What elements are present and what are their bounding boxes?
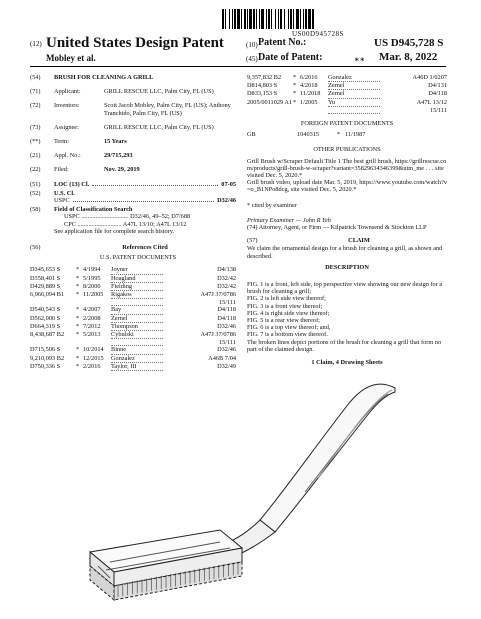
- ref-star: *: [76, 331, 80, 339]
- ref-star: [76, 339, 83, 346]
- field-code: (54): [30, 74, 41, 81]
- ref-date: 2/2016: [83, 362, 101, 370]
- ref-date: 1/2005: [300, 98, 318, 106]
- us-class: [30, 190, 236, 197]
- other-publication: Grill Brush w/Scraper Default Title 1 The best grill brush, https://grillrescue.com/products/grill-brush-w-scraper?variant=35829634346399&utm_me . . . site visited Dec. 5, 2020.*: [247, 157, 447, 180]
- ref-name: Thompson: [111, 323, 163, 331]
- loc-class: [30, 181, 236, 188]
- field-label: Inventors:: [54, 102, 80, 110]
- ref-name: Taylor, III: [111, 363, 163, 371]
- reference-row: [247, 107, 447, 114]
- reference-row: [247, 90, 447, 98]
- field-note: See application file for complete search history.: [54, 227, 175, 235]
- attorney: (74) Attorney, Agent, or Firm — Kilpatrick Townsend & Stockton LLP: [247, 224, 427, 232]
- foreign-ref-row: [247, 131, 447, 138]
- ref-star: *: [76, 346, 80, 354]
- refs-label: References Cited: [122, 244, 168, 252]
- ref-class: D32/42: [217, 274, 236, 282]
- ref-name: Joyner: [111, 266, 163, 274]
- reference-row: [30, 299, 236, 306]
- biblio-field: [30, 88, 236, 95]
- ref-star: [293, 107, 300, 114]
- uspc-class: [30, 197, 236, 204]
- reference-row: [30, 346, 236, 354]
- claims-summary: 1 Claim, 4 Drawing Sheets: [311, 359, 383, 367]
- field-code: (58): [30, 206, 41, 214]
- date-star: ∗∗: [354, 55, 366, 64]
- ref-number: D715,506 S: [30, 346, 61, 354]
- ref-star: *: [76, 314, 80, 322]
- ref-name: Zernel: [328, 82, 380, 90]
- ref-class: D32/46: [217, 322, 236, 330]
- foreign-star: *: [337, 131, 341, 139]
- header-divider: [30, 66, 446, 67]
- field-value: GRILL RESCUE LLC, Palm City, FL (US): [104, 88, 214, 96]
- patent-no-label: Patent No.:: [258, 37, 307, 48]
- ref-class: D32/42: [217, 282, 236, 290]
- ref-class: D4/118: [217, 306, 236, 314]
- ref-date: 7/2012: [83, 322, 101, 330]
- foreign-title: FOREIGN PATENT DOCUMENTS: [300, 120, 394, 128]
- ref-number: D814,803 S: [247, 82, 278, 90]
- ref-class: A46D 1/0207: [412, 74, 447, 81]
- field-value: GRILL RESCUE LLC, Palm City, FL (US): [104, 123, 214, 131]
- reference-row: [30, 331, 236, 339]
- inventor-header: Mobley et al.: [46, 53, 96, 63]
- us-references-continued: [247, 74, 447, 114]
- ref-name: Binne: [111, 346, 163, 354]
- ref-date: 12/2015: [83, 354, 104, 362]
- loc-code: (51): [30, 180, 41, 188]
- code-10: (10): [246, 41, 258, 49]
- ref-star: *: [293, 90, 297, 98]
- field-value: Nov. 29, 2019: [104, 166, 140, 174]
- date-label: Date of Patent:: [258, 52, 323, 63]
- description-line: FIG. 1 is a front, left side, top perspective view showing our new design for a brush for cleaning a grill;: [247, 281, 443, 296]
- ref-name: Bay: [111, 306, 163, 314]
- reference-row: [30, 275, 236, 283]
- description-list: [247, 281, 447, 353]
- ref-date: 2/2008: [83, 314, 101, 322]
- field-code: (22): [30, 166, 41, 174]
- field-code: (21): [30, 152, 41, 160]
- ref-class: A47J 37/0786: [200, 291, 236, 299]
- ref-class: A47J 37/0786: [200, 331, 236, 339]
- ref-number: D345,653 S: [30, 266, 61, 274]
- other-pubs-title: OTHER PUBLICATIONS: [313, 146, 381, 154]
- ref-name: Fielding: [111, 283, 163, 291]
- description-line: FIG. 6 is a top view thereof; and,: [247, 324, 331, 332]
- ref-name: [111, 339, 163, 346]
- left-column: [30, 74, 236, 371]
- uspc-value: D32/46: [217, 197, 236, 205]
- refs-sub: U.S. PATENT DOCUMENTS: [99, 254, 177, 262]
- ref-number: 8,438,687 B2: [30, 331, 65, 339]
- description-title: DESCRIPTION: [325, 263, 369, 271]
- barcode: [222, 9, 440, 29]
- uspc-label: USPC: [54, 197, 70, 205]
- biblio-field: [30, 166, 236, 173]
- patent-title: United States Design Patent: [46, 35, 224, 51]
- field-label: Appl. No.:: [54, 152, 81, 160]
- foreign-country: GB: [247, 131, 256, 139]
- ref-name: Cybulski: [111, 331, 163, 339]
- ref-class: A47L 13/12: [416, 98, 447, 106]
- reference-row: [30, 363, 236, 371]
- field-uspc: USPC .............................. D32/46, 49–52; D7/688: [64, 213, 191, 221]
- ref-star: *: [76, 274, 80, 282]
- code-45: (45): [246, 55, 258, 63]
- reference-row: [30, 306, 236, 314]
- description-line: FIG. 4 is right side view thereof;: [247, 309, 330, 317]
- reference-row: [247, 99, 447, 107]
- ref-class: A46B 7/04: [208, 354, 236, 362]
- ref-name: Zernel: [111, 315, 163, 323]
- description-line: FIG. 3 is a front view thereof;: [247, 302, 323, 310]
- field-label: Filed:: [54, 166, 69, 174]
- reference-row: [30, 315, 236, 323]
- ref-date: 11/2018: [300, 90, 321, 98]
- biblio-field: [30, 74, 236, 81]
- ref-class: D32/46: [217, 346, 236, 354]
- ref-name: Gonzalez: [111, 355, 163, 363]
- us-label: U.S. Cl.: [54, 189, 75, 197]
- patent-date: Mar. 8, 2022: [379, 51, 438, 63]
- description-line: FIG. 5 is a rear view thereof;: [247, 317, 320, 325]
- description-line: The broken lines depict portions of the brush for cleaning a grill that form no part of the claimed design.: [247, 338, 442, 353]
- foreign-refs: [247, 131, 447, 138]
- cited-by-examiner: * cited by examiner: [247, 201, 297, 209]
- ref-star: *: [76, 362, 80, 370]
- field-value: 15 Years: [104, 138, 127, 146]
- description-line: FIG. 7 is a bottom view thereof.: [247, 331, 328, 339]
- ref-date: [83, 339, 111, 346]
- ref-number: [30, 339, 76, 346]
- ref-star: *: [293, 74, 297, 81]
- reference-row: [30, 355, 236, 363]
- other-publication: Grill brush video, upload date Mar. 5, 2019, https://www.youtube.com/watch?v=o_B1NPo8dcg, site visited Dec. 5, 2020.*: [247, 179, 448, 194]
- reference-row: [247, 82, 447, 90]
- grill-brush-drawing: [70, 380, 400, 610]
- ref-date: 4/1994: [83, 266, 101, 274]
- ref-number: D664,319 S: [30, 322, 61, 330]
- ref-number: [30, 299, 76, 306]
- ref-class: D4/118: [428, 90, 447, 98]
- field-search: [30, 206, 236, 213]
- ref-number: 6,966,094 B1: [30, 291, 65, 299]
- ref-date: 5/1995: [83, 274, 101, 282]
- ref-name: Zernel: [328, 90, 380, 98]
- field-cpc: CPC ............................ A47L 13/10; A47L 13/12: [64, 220, 187, 228]
- reference-row: [30, 283, 236, 291]
- claim-text: We claim the ornamental design for a brush for cleaning a grill, as shown and described.: [247, 245, 443, 260]
- ref-star: *: [76, 266, 80, 274]
- ref-date: 4/2007: [83, 306, 101, 314]
- ref-star: *: [293, 82, 297, 90]
- ref-number: D562,000 S: [30, 314, 61, 322]
- field-code: (**): [30, 138, 41, 146]
- ref-number: D358,401 S: [30, 274, 61, 282]
- reference-row: [30, 323, 236, 331]
- claim-code: (57): [247, 237, 258, 245]
- ref-number: [247, 107, 293, 114]
- ref-star: *: [76, 282, 80, 290]
- right-column: [247, 74, 447, 366]
- other-pubs: [247, 158, 447, 194]
- biblio-field: [30, 102, 236, 116]
- ref-star: [76, 299, 83, 306]
- field-value: Scott Jacob Mobley, Palm City, FL (US); Anthony Tranchido, Palm City, FL (US): [104, 102, 231, 117]
- ref-class: D4/118: [217, 314, 236, 322]
- ref-date: 8/2000: [83, 282, 101, 290]
- ref-name: Rigakos: [111, 291, 163, 299]
- field-code: (71): [30, 88, 41, 96]
- claim-title: CLAIM: [348, 237, 370, 245]
- ref-class: 15/111: [218, 339, 236, 347]
- ref-name: Hoagland: [111, 275, 163, 283]
- barcode-bar: [314, 9, 315, 29]
- loc-value: 07-05: [221, 180, 236, 188]
- biblio-field: [30, 152, 236, 159]
- ref-class: D4/138: [217, 266, 236, 274]
- reference-row: [247, 74, 447, 82]
- ref-class: 15/111: [218, 299, 236, 307]
- ref-name: [111, 299, 163, 306]
- biblio-field: [30, 124, 236, 131]
- foreign-date: 11/1987: [345, 131, 366, 139]
- reference-row: [30, 291, 236, 299]
- ref-date: 4/2018: [300, 82, 318, 90]
- primary-examiner: Primary Examiner — John R Yeh: [247, 216, 331, 224]
- biblio-field: [30, 138, 236, 145]
- ref-date: [300, 107, 328, 114]
- reference-row: [30, 266, 236, 274]
- ref-name: [328, 107, 380, 114]
- refs-header: [30, 244, 236, 251]
- ref-name: Gonzalez: [328, 74, 380, 82]
- ref-date: 5/2013: [83, 331, 101, 339]
- us-references: [30, 266, 236, 371]
- ref-star: *: [76, 354, 80, 362]
- field-label: Field of Classification Search: [54, 206, 133, 214]
- field-code: (72): [30, 102, 41, 110]
- ref-number: 2005/0011029 A1: [247, 98, 293, 106]
- ref-date: 11/2005: [83, 291, 104, 299]
- claim-header: [247, 237, 447, 244]
- field-label: Applicant:: [54, 88, 81, 96]
- field-value: BRUSH FOR CLEANING A GRILL: [54, 74, 154, 81]
- ref-star: *: [76, 322, 80, 330]
- ref-star: *: [293, 98, 297, 106]
- foreign-number: 1040315: [297, 131, 320, 139]
- field-label: Term:: [54, 138, 69, 146]
- code-12: (12): [30, 40, 42, 48]
- field-code: (73): [30, 123, 41, 131]
- loc-label: LOC (13) Cl.: [54, 180, 90, 188]
- ref-number: D833,153 S: [247, 90, 278, 98]
- ref-star: *: [76, 291, 80, 299]
- ref-class: D32/49: [217, 362, 236, 370]
- ref-number: 9,210,093 B2: [30, 354, 65, 362]
- field-value: 29/715,293: [104, 152, 133, 160]
- us-code: (52): [30, 189, 41, 197]
- ref-date: 10/2014: [83, 346, 104, 354]
- ref-name: Yu: [328, 99, 380, 107]
- description-line: FIG. 2 is left side view thereof;: [247, 295, 326, 303]
- ref-number: D429,889 S: [30, 282, 61, 290]
- ref-number: D540,543 S: [30, 306, 61, 314]
- field-label: Assignee:: [54, 123, 79, 131]
- ref-class: D4/131: [428, 82, 447, 90]
- patent-number: US D945,728 S: [374, 37, 444, 49]
- publication-number: US00D945728S: [292, 30, 344, 38]
- refs-code: (56): [30, 244, 41, 252]
- ref-class: 15/111: [429, 106, 447, 114]
- ref-star: *: [76, 306, 80, 314]
- ref-date: 6/2016: [300, 74, 318, 81]
- ref-date: [83, 299, 111, 306]
- ref-number: D750,336 S: [30, 362, 61, 370]
- ref-number: 9,357,832 B2: [247, 74, 282, 81]
- reference-row: [30, 339, 236, 346]
